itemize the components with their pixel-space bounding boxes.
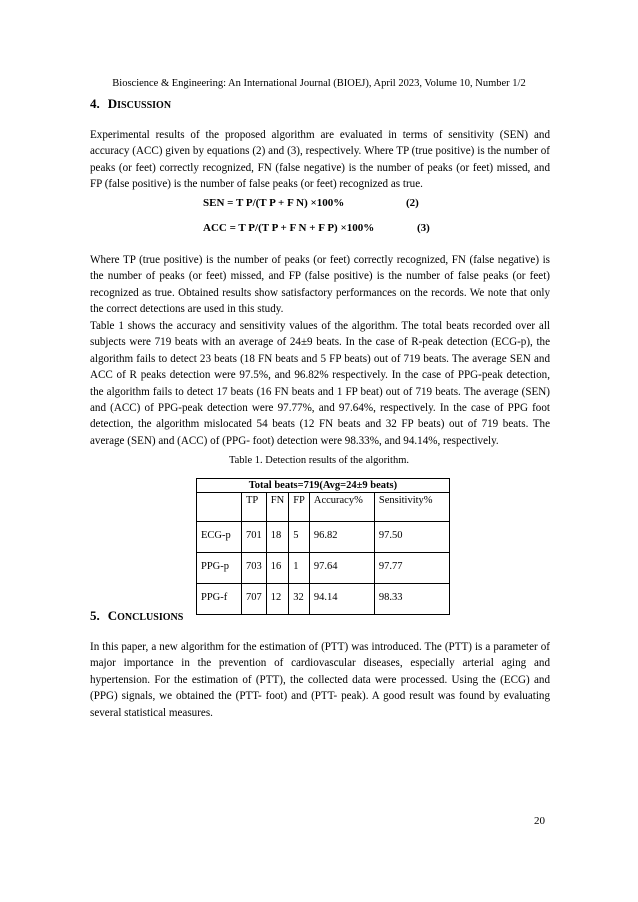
table-cell: PPG-f — [197, 584, 242, 615]
table-cell: 96.82 — [309, 522, 374, 553]
table-cell: 5 — [289, 522, 310, 553]
discussion-paragraph-2: Where TP (true positive) is the number of peaks (or feet) correctly recognized, FN (false negative) is the number of peaks (or feet) missed, and FP (false positive) is the number of false peaks (or feet) recognized as true. Obtained results show satisfactory performances on the records. We note that only the correct detections are used in this study. — [90, 254, 550, 316]
table-caption: Table 1. Detection results of the algorithm. — [228, 455, 410, 466]
table-cell: 12 — [266, 584, 288, 615]
table-header-cell — [197, 493, 242, 522]
table-cell: ECG-p — [197, 522, 242, 553]
table-cell: 97.77 — [374, 553, 449, 584]
conclusions-title-rest: ONCLUSIONS — [117, 612, 184, 623]
table-header-cell: TP — [242, 493, 267, 522]
discussion-title-initial: D — [107, 96, 118, 111]
table-cell: 94.14 — [309, 584, 374, 615]
equation-sen-number: (2) — [406, 197, 419, 209]
table-header-cell: Accuracy% — [309, 493, 374, 522]
table-cell: 16 — [266, 553, 288, 584]
table-cell: PPG-p — [197, 553, 242, 584]
conclusions-number: 5. — [90, 608, 100, 623]
discussion-title-rest: ISCUSSION — [117, 100, 172, 111]
equation-acc: ACC = T P/(T P + F N + F P) ×100% — [203, 222, 375, 234]
table-cell: 98.33 — [374, 584, 449, 615]
table-cell: 1 — [289, 553, 310, 584]
table-cell: 97.64 — [309, 553, 374, 584]
table-header-cell: FN — [266, 493, 288, 522]
conclusions-heading — [90, 608, 183, 624]
table-cell: 32 — [289, 584, 310, 615]
table-total-row — [197, 479, 450, 493]
table-row — [197, 553, 450, 584]
table-cell: 701 — [242, 522, 267, 553]
table-header-cell: FP — [289, 493, 310, 522]
conclusions-paragraph: In this paper, a new algorithm for the estimation of (PTT) was introduced. The (PTT) is a parameter of major importance in the prevention of cardiovascular diseases, especially arterial aging and hypertension. For the estimation of (PTT), the collected data were processed. Using the (ECG) and (PPG) signals, we obtained the (PTT- foot) and (PTT- peak). A good result was found by evaluating several statistical measures. — [90, 641, 550, 719]
discussion-paragraph-3: Table 1 shows the accuracy and sensitivity values of the algorithm. The total beats recorded over all subjects were 719 beats with an average of 24±9 beats. In the case of R-peak detection (ECG-p), the algorithm fails to detect 23 beats (18 FN beats and 5 FP beats) out of 719 beats. The average SEN and ACC of R peaks detection were 97.5%, and 96.82% respectively. In the case of PPG-peak detection, the algorithm fails to detect 17 beats (16 FN beats and 1 FP beat) out of 719 beats. The average (SEN) and (ACC) of PPG-peak detection were 97.77%, and 97.64%, respectively. In the case of PPG foot detection, the algorithm mislocated 54 beats (12 FN beats and 32 FP beats) out of 719 beats. The average (SEN) and (ACC) of (PPG- foot) detection were 98.33%, and 94.14%, respectively. — [90, 320, 550, 447]
table-cell: 97.50 — [374, 522, 449, 553]
table-header-row — [197, 493, 450, 522]
results-table — [196, 478, 450, 615]
page-number: 20 — [534, 815, 545, 827]
table-header-cell: Sensitivity% — [374, 493, 449, 522]
running-header: Bioscience & Engineering: An International Journal (BIOEJ), April 2023, Volume 10, Number 1/2 — [112, 78, 526, 89]
equation-sen: SEN = T P/(T P + F N) ×100% — [203, 197, 345, 209]
table-cell: 703 — [242, 553, 267, 584]
conclusions-title-initial: C — [107, 608, 118, 623]
table-row — [197, 584, 450, 615]
table-row — [197, 522, 450, 553]
discussion-number: 4. — [90, 96, 100, 111]
discussion-paragraph-1: Experimental results of the proposed algorithm are evaluated in terms of sensitivity (SEN) and accuracy (ACC) given by equations (2) and (3), respectively. Where TP (true positive) is the number of peaks (or feet) correctly recognized, FN (false negative) is the number of peaks (or feet) missed, and FP (false positive) is the number of false peaks (or feet) recognized as true. — [90, 129, 550, 191]
equation-acc-number: (3) — [417, 222, 430, 234]
discussion-heading — [90, 96, 171, 112]
table-cell: 18 — [266, 522, 288, 553]
table-cell: 707 — [242, 584, 267, 615]
table-total-header: Total beats=719(Avg=24±9 beats) — [197, 479, 450, 493]
